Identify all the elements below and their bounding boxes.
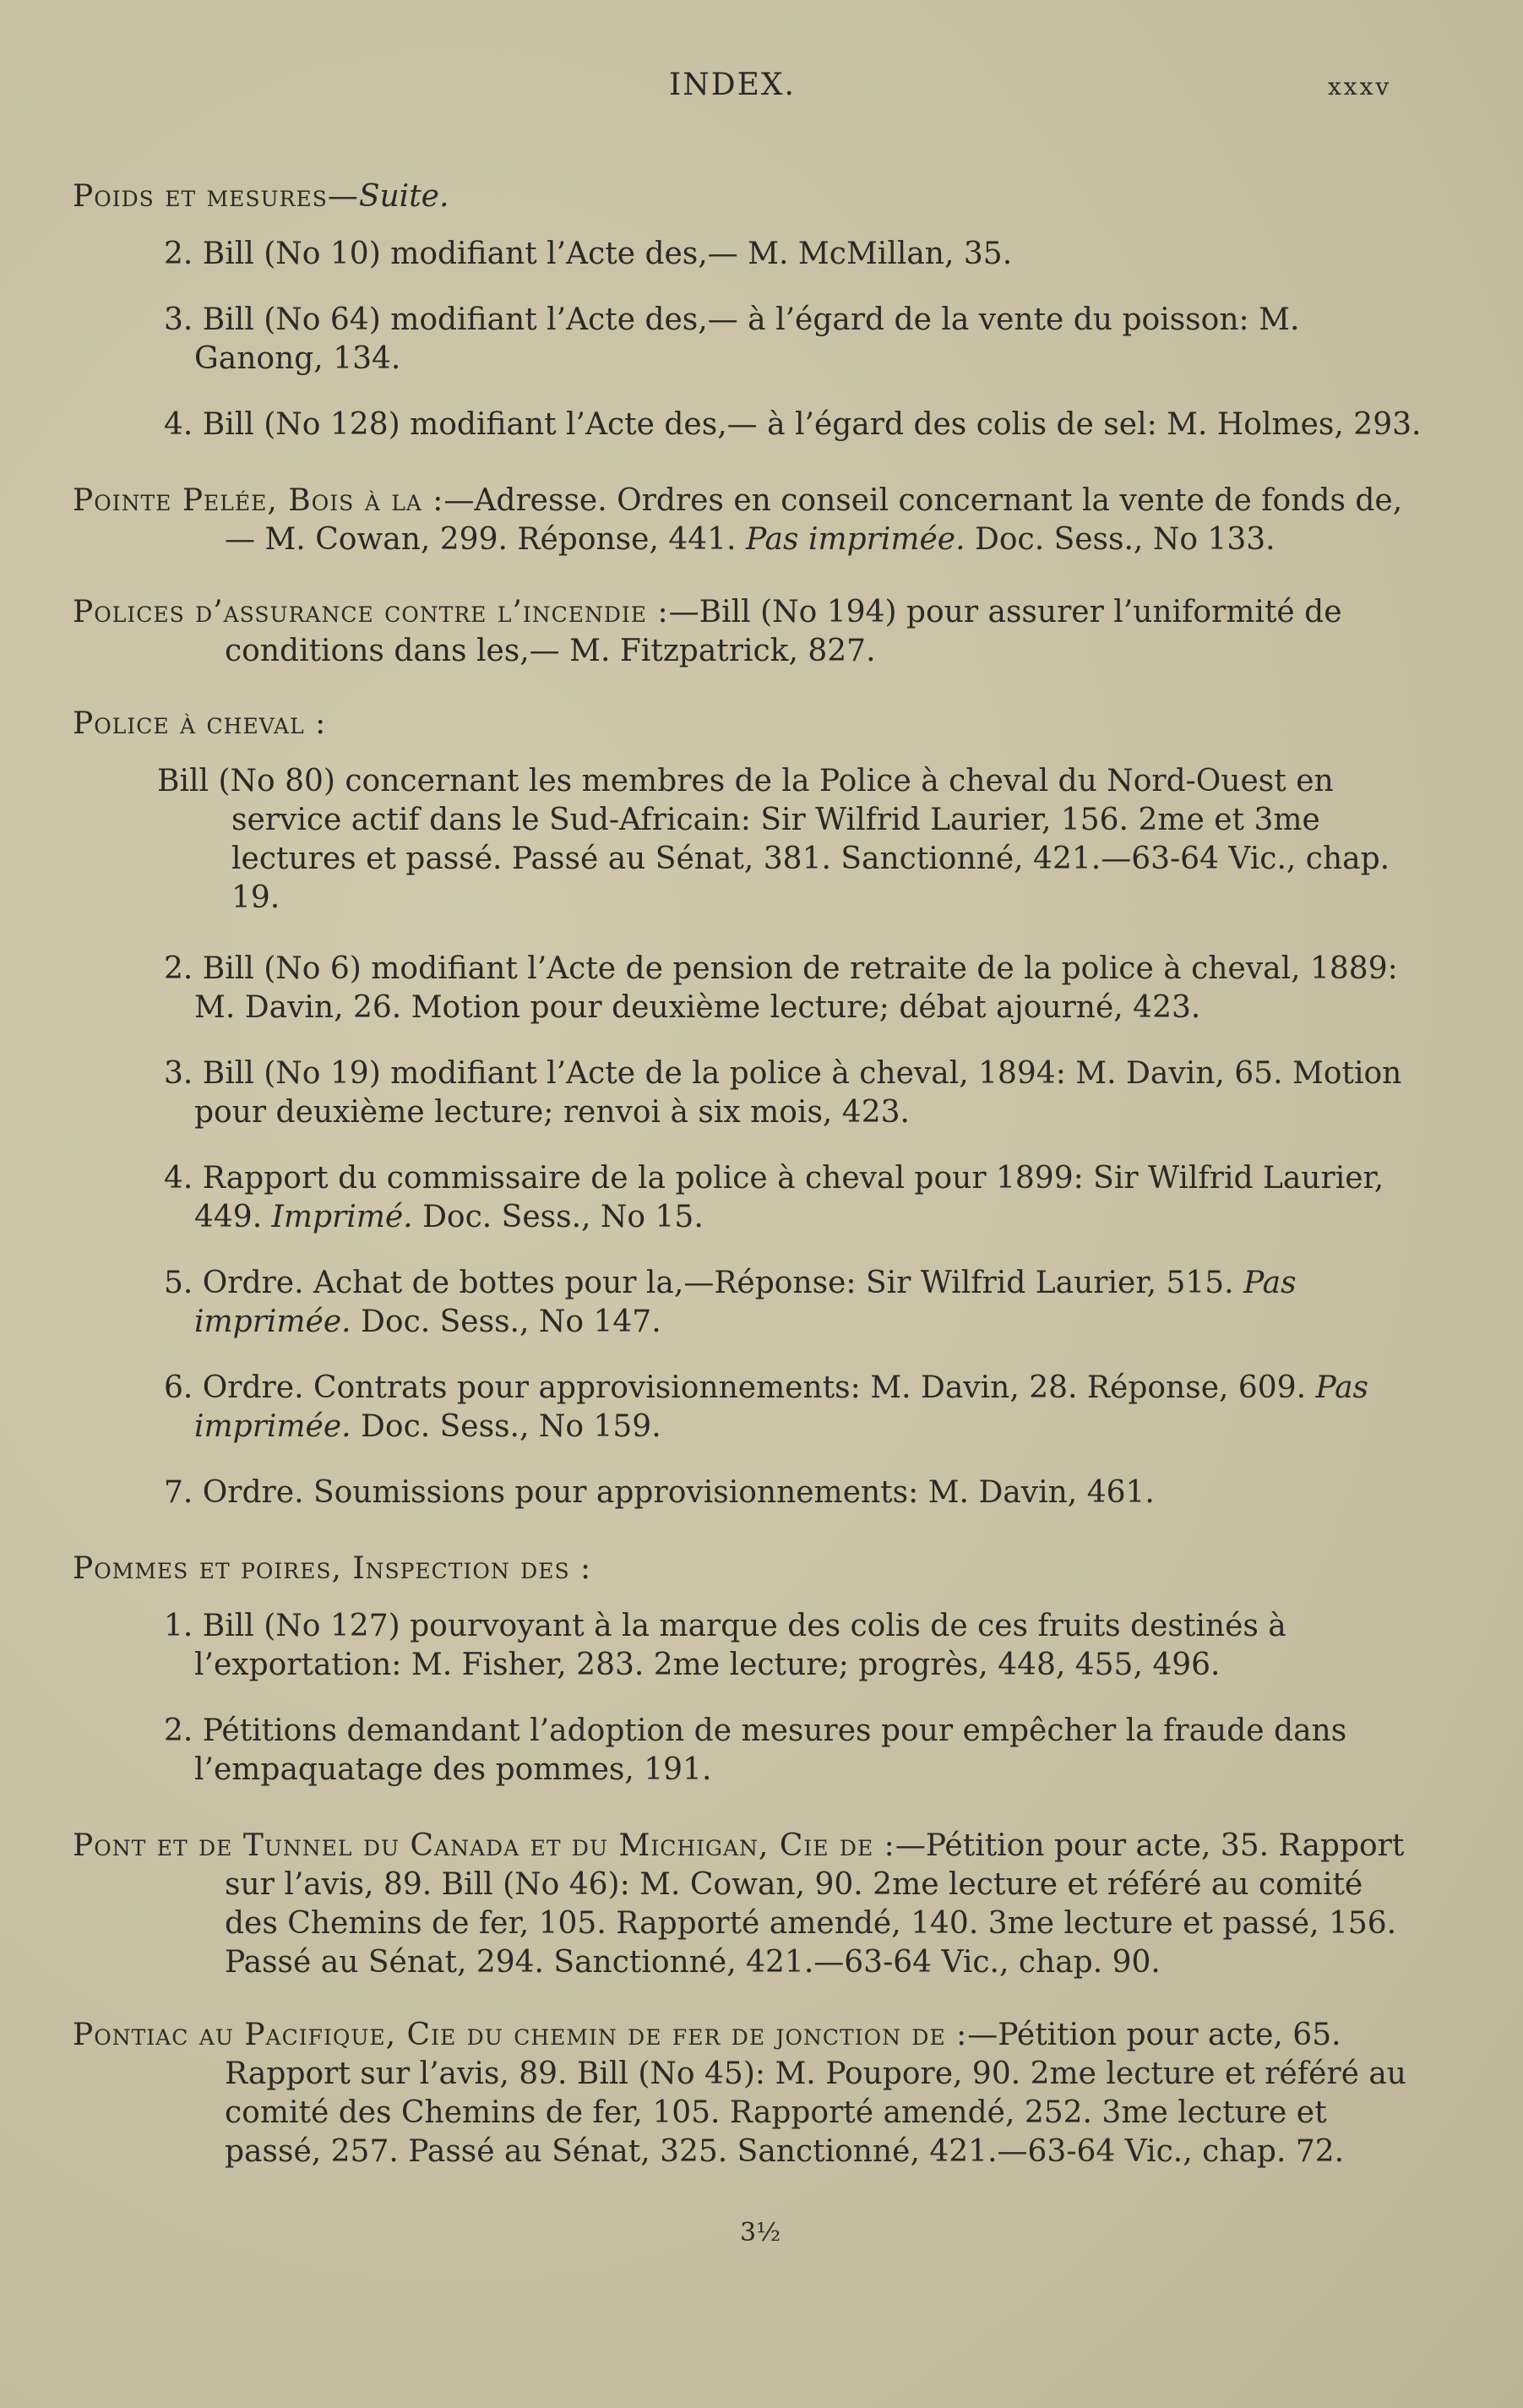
entry-heading-poids: Poids et mesures—Suite. — [73, 179, 449, 214]
running-header-title: INDEX. — [669, 68, 796, 102]
list-item: 4. Bill (No 128) modifiant l’Acte des,— à l’égard des colis de sel: M. Holmes, 293. — [164, 407, 1422, 442]
list-item: 6. Ordre. Contrats pour approvisionnements: M. Davin, 28. Réponse, 609. Pas imprimée. Doc. Sess., No 159. — [164, 1370, 1369, 1444]
index-body — [73, 177, 1424, 2205]
list-item: 4. Rapport du commissaire de la police à cheval pour 1899: Sir Wilfrid Laurier, 449. Imprimé. Doc. Sess., No 15. — [164, 1161, 1384, 1234]
signature-mark: 3½ — [740, 2218, 781, 2247]
list-item: Bill (No 80) concernant les membres de la Police à cheval du Nord-Ouest en service actif dans le Sud-Africain: Sir Wilfrid Laurier, 156. 2me et 3me lectures et passé. Passé au Sénat, 381. Sanctionné, 421.—63-64 Vic., chap. 19. — [157, 764, 1390, 915]
entry-heading-pommes: Pommes et poires, Inspection des : — [73, 1551, 592, 1586]
entry-heading-police-cheval: Police à cheval : — [73, 706, 327, 741]
list-item: 7. Ordre. Soumissions pour approvisionnements: M. Davin, 461. — [164, 1475, 1155, 1510]
list-item: 2. Bill (No 10) modifiant l’Acte des,— M. McMillan, 35. — [164, 237, 1013, 271]
entry-polices-assurance: Polices d’assurance contre l’incendie :—Bill (No 194) pour assurer l’uniformité de conditions dans les,— M. Fitzpatrick, 827. — [73, 595, 1342, 668]
entry-pontiac: Pontiac au Pacifique, Cie du chemin de fer de jonction de :—Pétition pour acte, 65. Rapport sur l’avis, 89. Bill (No 45): M. Poupore, 90. 2me lecture et référé au comité des Chemins de fer, 105. Rapporté amendé, 252. 3me lecture et passé, 257. Passé au Sénat, 325. Sanctionné, 421.—63-64 Vic., chap. 72. — [73, 2018, 1406, 2169]
page-number: xxxv — [1328, 73, 1392, 101]
entry-pointe-pelee: Pointe Pelée, Bois à la :—Adresse. Ordres en conseil concernant la vente de fonds de,— M. Cowan, 299. Réponse, 441. Pas imprimée. Doc. Sess., No 133. — [73, 483, 1403, 557]
list-item: 1. Bill (No 127) pourvoyant à la marque des colis de ces fruits destinés à l’exportation: M. Fisher, 283. 2me lecture; progrès, 448, 455, 496. — [164, 1609, 1286, 1682]
list-item: 3. Bill (No 64) modifiant l’Acte des,— à l’égard de la vente du poisson: M. Ganong, 134. — [164, 302, 1300, 376]
list-item: 3. Bill (No 19) modifiant l’Acte de la police à cheval, 1894: M. Davin, 65. Motion pour deuxième lecture; renvoi à six mois, 423. — [164, 1056, 1402, 1130]
entry-pont-tunnel: Pont et de Tunnel du Canada et du Michigan, Cie de :—Pétition pour acte, 35. Rapport sur l’avis, 89. Bill (No 46): M. Cowan, 90. 2me lecture et référé au comité des Chemins de fer, 105. Rapporté amendé, 140. 3me lecture et passé, 156. Passé au Sénat, 294. Sanctionné, 421.—63-64 Vic., chap. 90. — [73, 1828, 1405, 1980]
list-item: 5. Ordre. Achat de bottes pour la,—Réponse: Sir Wilfrid Laurier, 515. Pas imprimée. Doc. Sess., No 147. — [164, 1266, 1297, 1339]
list-item: 2. Bill (No 6) modifiant l’Acte de pension de retraite de la police à cheval, 1889: M. Davin, 26. Motion pour deuxième lecture; débat ajourné, 423. — [164, 951, 1398, 1025]
list-item: 2. Pétitions demandant l’adoption de mesures pour empêcher la fraude dans l’empaquatage des pommes, 191. — [164, 1713, 1347, 1787]
